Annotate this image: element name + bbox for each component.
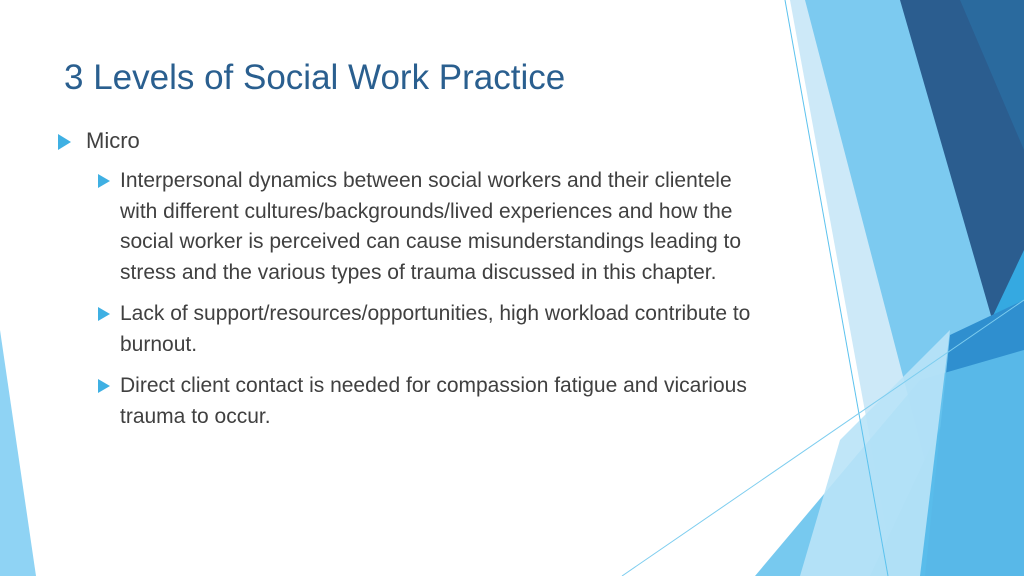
bullet-level1-item — [56, 126, 756, 156]
triangle-bullet-icon — [98, 174, 110, 188]
triangle-bullet-icon — [98, 379, 110, 393]
bullet-level2-text: Direct client contact is needed for compassion fatigue and vicarious trauma to occur. — [120, 374, 747, 428]
bullet-level2-text: Interpersonal dynamics between social workers and their clientele with different cultures/backgrounds/lived experiences and how the social worker is perceived can cause misunderstandings leading to stress and the various types of trauma discussed in this chapter. — [120, 169, 741, 284]
bullet-list — [56, 126, 756, 443]
bullet-level2-item — [98, 371, 756, 432]
slide-title: 3 Levels of Social Work Practice — [64, 58, 566, 97]
bullet-level2-item — [98, 166, 756, 288]
bullet-level2-item — [98, 299, 756, 360]
bullet-level2-text: Lack of support/resources/opportunities, high workload contribute to burnout. — [120, 302, 751, 356]
left-edge-shape — [0, 330, 36, 576]
triangle-bullet-icon — [58, 134, 71, 150]
triangle-bullet-icon — [98, 307, 110, 321]
bullet-level1-text: Micro — [86, 128, 140, 153]
